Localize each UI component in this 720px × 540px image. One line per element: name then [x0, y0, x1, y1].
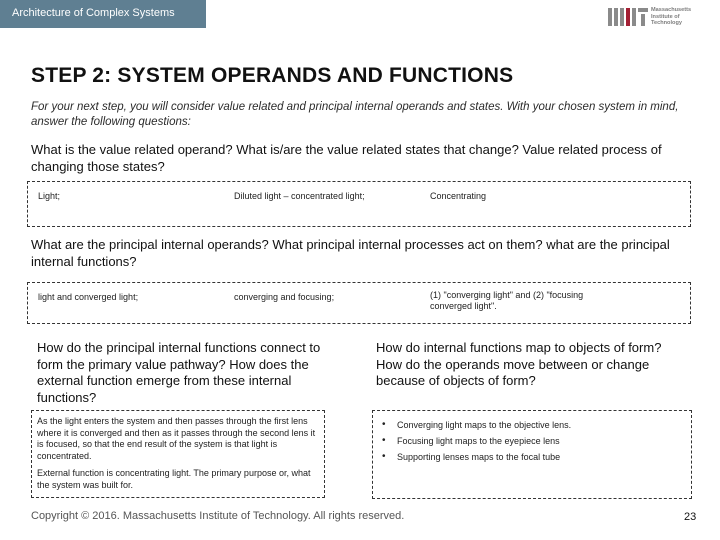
copyright-footer: Copyright © 2016. Massachusetts Institute of Technology. All rights reserved.: [31, 510, 405, 522]
answer-external-function-paragraph: External function is concentrating light. The primary purpose or, what the system was built for.: [37, 468, 311, 490]
answer-process: Concentrating: [430, 191, 487, 201]
answer-box-form-mapping: [372, 410, 692, 499]
answer-internal-functions: (1) "converging light" and (2) "focusing converged light".: [430, 290, 584, 311]
question-value-operand: What is the value related operand? What is/are the value related states that change? Value related process of changing those states?: [31, 142, 662, 174]
list-item: [379, 433, 571, 449]
question-form-mapping: How do internal functions map to objects of form? How do the operands move between or change because of objects of form?: [376, 340, 662, 388]
answer-operand: Light;: [38, 191, 61, 201]
answer-box-value-pathway: [31, 410, 325, 498]
bullet-text: Focusing light maps to the eyepiece lens: [397, 436, 560, 446]
bullet-text: Supporting lenses maps to the focal tube: [397, 452, 561, 462]
intro-text: For your next step, you will consider value related and principal internal operands and states. With your chosen system in mind, answer the following questions:: [31, 101, 679, 128]
answer-pathway-paragraph: As the light enters the system and then passes through the first lens where it is converged and then as it passes through the second lens it is focused, so that the end result of the system is that light is concentrated.: [37, 416, 316, 461]
answer-box-value-operand: [27, 181, 691, 227]
mit-logo-mark-icon: [608, 6, 648, 28]
answer-states: Diluted light – concentrated light;: [234, 191, 365, 201]
mit-logo-text: [651, 7, 691, 27]
bullet-icon: •: [382, 419, 386, 430]
answer-internal-processes: converging and focusing;: [234, 292, 335, 302]
answer-box-internal-operands: [27, 282, 691, 324]
list-item: [379, 449, 571, 465]
section-label: Architecture of Complex Systems: [0, 0, 206, 28]
logo-line-3: Technology: [651, 20, 682, 27]
question-value-pathway: How do the principal internal functions connect to form the primary value pathway? How does the external function emerge from these internal functions?: [37, 340, 321, 405]
answer-internal-operands: light and converged light;: [38, 292, 139, 302]
question-internal-operands: What are the principal internal operands? What principal internal processes act on them? what are the principal internal functions?: [31, 237, 670, 269]
list-item: [379, 417, 571, 433]
mapping-bullet-list: [379, 417, 571, 465]
page-number: 23: [684, 511, 697, 523]
mit-logo: [608, 6, 712, 30]
slide-title: STEP 2: SYSTEM OPERANDS AND FUNCTIONS: [31, 64, 514, 87]
bullet-text: Converging light maps to the objective lens.: [397, 420, 572, 430]
bullet-icon: •: [382, 435, 386, 446]
logo-line-2: Institute of: [651, 13, 680, 20]
bullet-icon: •: [382, 451, 386, 462]
logo-line-1: Massachusetts: [651, 7, 692, 13]
